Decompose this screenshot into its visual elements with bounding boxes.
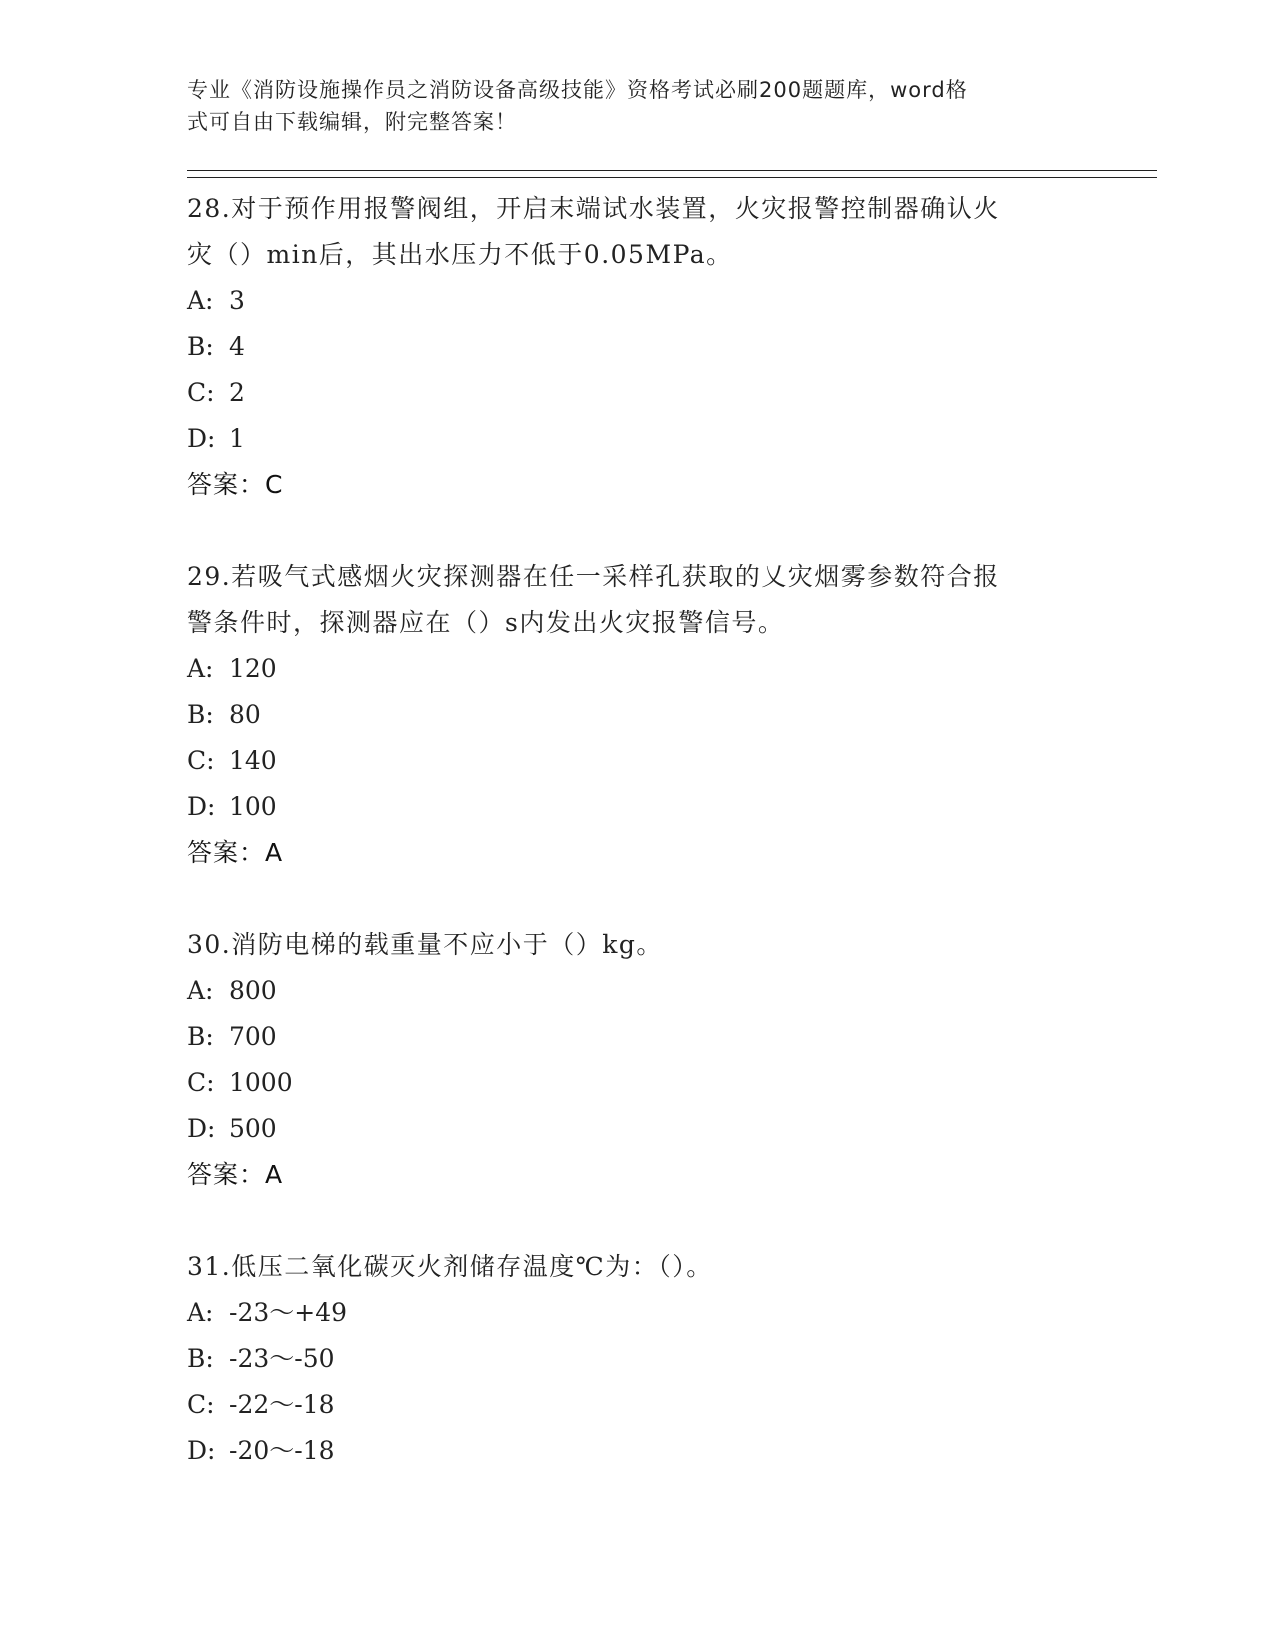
option-c bbox=[187, 1382, 1087, 1428]
option-letter: A: bbox=[187, 286, 214, 315]
question-stem-line: 28.对于预作用报警阀组，开启末端试水装置，火灾报警控制器确认火 bbox=[187, 194, 1000, 223]
option-text: 120 bbox=[229, 654, 277, 683]
option-text: 3 bbox=[229, 286, 245, 315]
option-c bbox=[187, 738, 1087, 784]
option-letter: D: bbox=[187, 1436, 216, 1465]
option-text: -20～-18 bbox=[229, 1436, 335, 1465]
question-spacer bbox=[187, 876, 1087, 922]
option-d bbox=[187, 416, 1087, 462]
option-letter: D: bbox=[187, 424, 216, 453]
question-list bbox=[187, 186, 1087, 1474]
question-30 bbox=[187, 922, 1087, 1198]
option-b bbox=[187, 692, 1087, 738]
option-c bbox=[187, 370, 1087, 416]
header-line-1: 专业《消防设施操作员之消防设备高级技能》资格考试必刷200题题库，word格 bbox=[187, 78, 968, 102]
question-spacer bbox=[187, 508, 1087, 554]
answer-line: 答案：C bbox=[187, 470, 284, 499]
answer-line: 答案：A bbox=[187, 1160, 284, 1189]
option-letter: D: bbox=[187, 792, 216, 821]
header-line-2: 式可自由下载编辑，附完整答案！ bbox=[187, 110, 517, 134]
answer-line: 答案：A bbox=[187, 838, 284, 867]
option-text: -23～+49 bbox=[229, 1298, 348, 1327]
question-28 bbox=[187, 186, 1087, 508]
option-letter: B: bbox=[187, 1344, 214, 1373]
option-a bbox=[187, 278, 1087, 324]
option-text: 4 bbox=[229, 332, 245, 361]
option-text: 500 bbox=[229, 1114, 277, 1143]
question-29 bbox=[187, 554, 1087, 876]
question-stem-line: 31.低压二氧化碳灭火剂储存温度℃为：（）。 bbox=[187, 1252, 713, 1281]
option-text: 2 bbox=[229, 378, 245, 407]
option-text: 1000 bbox=[229, 1068, 293, 1097]
option-text: 140 bbox=[229, 746, 277, 775]
option-letter: A: bbox=[187, 654, 214, 683]
question-spacer bbox=[187, 1198, 1087, 1244]
question-stem-line: 30.消防电梯的载重量不应小于（）kg。 bbox=[187, 930, 663, 959]
option-letter: C: bbox=[187, 746, 215, 775]
question-stem-line: 29.若吸气式感烟火灾探测器在任一采样孔获取的乂灾烟雾参数符合报 bbox=[187, 562, 1000, 591]
option-a bbox=[187, 1290, 1087, 1336]
option-letter: B: bbox=[187, 332, 214, 361]
option-d bbox=[187, 1428, 1087, 1474]
option-b bbox=[187, 324, 1087, 370]
option-letter: C: bbox=[187, 378, 215, 407]
option-letter: A: bbox=[187, 976, 214, 1005]
document-header bbox=[187, 74, 1067, 138]
option-letter: D: bbox=[187, 1114, 216, 1143]
option-a bbox=[187, 646, 1087, 692]
option-text: 80 bbox=[229, 700, 261, 729]
option-text: 800 bbox=[229, 976, 277, 1005]
option-text: -23～-50 bbox=[229, 1344, 335, 1373]
question-stem-line: 灾（）min后，其出水压力不低于0.05MPa。 bbox=[187, 240, 733, 269]
option-a bbox=[187, 968, 1087, 1014]
header-rule-top bbox=[187, 170, 1157, 171]
option-b bbox=[187, 1014, 1087, 1060]
question-31 bbox=[187, 1244, 1087, 1474]
option-text: 1 bbox=[229, 424, 245, 453]
question-stem-line: 警条件时，探测器应在（）s内发出火灾报警信号。 bbox=[187, 608, 785, 637]
option-c bbox=[187, 1060, 1087, 1106]
option-letter: A: bbox=[187, 1298, 214, 1327]
option-d bbox=[187, 784, 1087, 830]
option-text: 700 bbox=[229, 1022, 277, 1051]
option-d bbox=[187, 1106, 1087, 1152]
option-letter: C: bbox=[187, 1068, 215, 1097]
option-b bbox=[187, 1336, 1087, 1382]
option-letter: B: bbox=[187, 700, 214, 729]
option-text: -22～-18 bbox=[229, 1390, 335, 1419]
option-letter: C: bbox=[187, 1390, 215, 1419]
option-letter: B: bbox=[187, 1022, 214, 1051]
option-text: 100 bbox=[229, 792, 277, 821]
header-rule-bottom bbox=[187, 177, 1157, 178]
